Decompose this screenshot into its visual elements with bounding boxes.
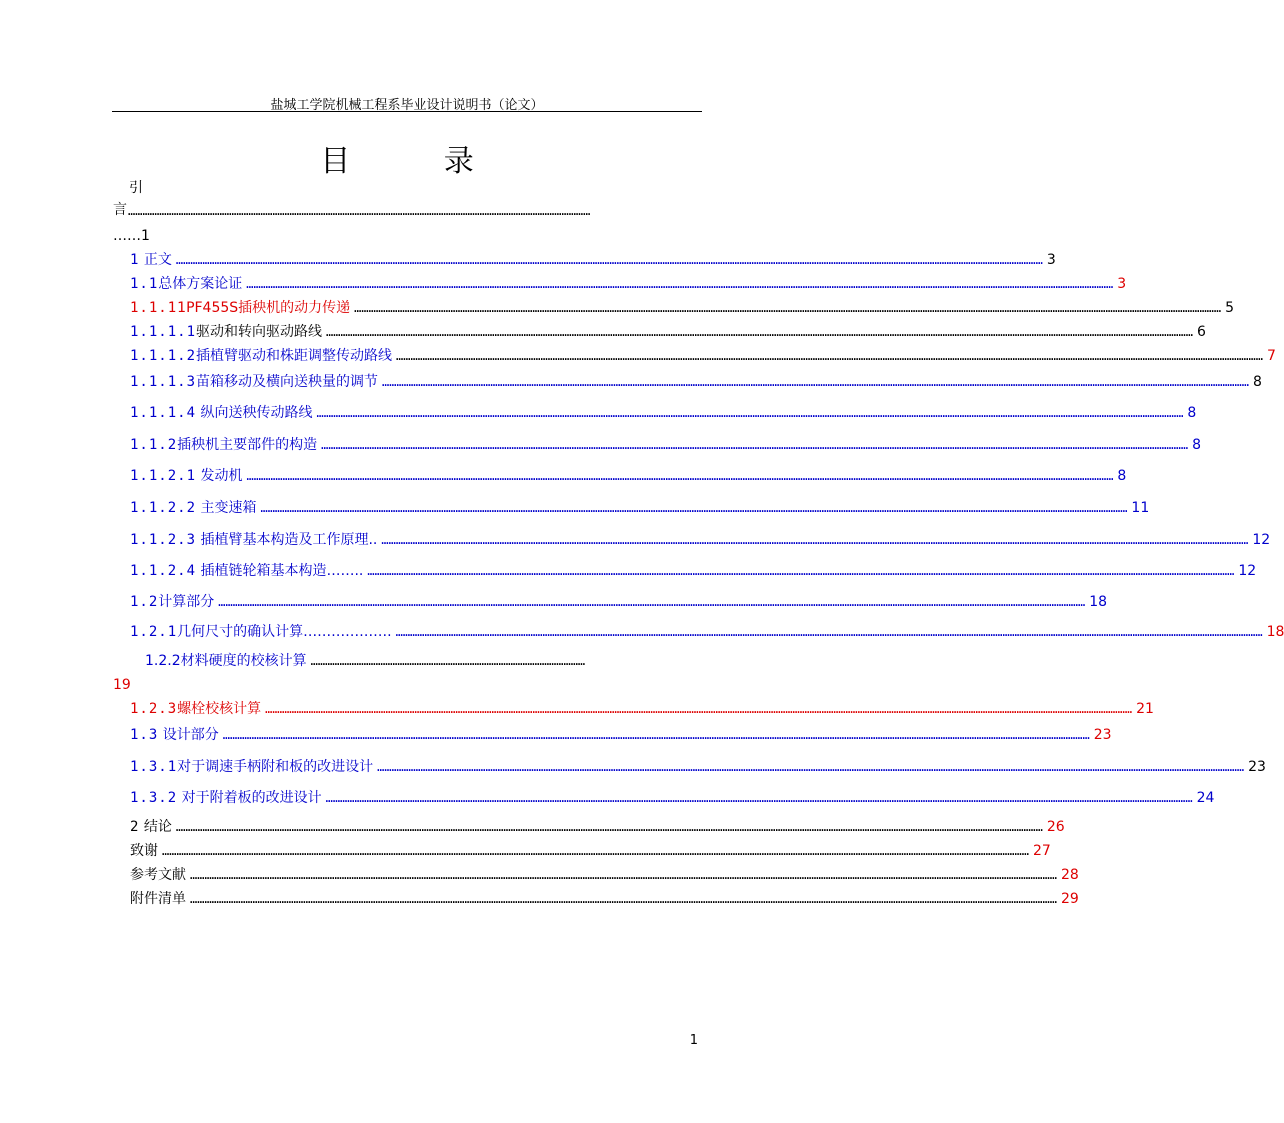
toc-entry-page: 8	[1252, 374, 1262, 390]
toc-intro-leader: …………………………………………………………………………………………………………………………………………………………………………	[128, 204, 591, 218]
toc-entry-text: 插植臂基本构造及工作原理..	[196, 532, 378, 548]
toc-entry-1-1-2-1[interactable]	[130, 466, 1127, 486]
toc-entry-label	[130, 322, 322, 342]
toc-entry-page: 5	[1225, 300, 1235, 316]
toc-entry-leader: ………………………………………………………………………………………………………………………………………………………………………………………………………………………………………………………………………………………………………………………………	[325, 791, 1193, 805]
toc-entry-text: 正文	[139, 252, 172, 268]
toc-intro-label-2[interactable]: 言	[113, 202, 127, 218]
toc-entry-1-3-2[interactable]	[130, 788, 1215, 808]
toc-entry-1-2[interactable]	[130, 592, 1108, 612]
toc-entry-label	[130, 274, 242, 294]
toc-entry-page: 12	[1252, 532, 1271, 548]
toc-entry-page: 21	[1136, 701, 1154, 717]
toc-entry-text: 计算部分	[158, 594, 215, 610]
toc-entry-label	[130, 250, 172, 270]
toc-entry-text: 结论	[139, 819, 172, 835]
toc-entry-label	[130, 372, 378, 392]
toc-entry-label	[130, 592, 214, 612]
toc-entry-text: 发动机	[196, 468, 243, 484]
toc-entry-1-1-2[interactable]	[130, 435, 1202, 455]
toc-entry-text: 1PF455S插秧机的动力传递	[177, 300, 351, 316]
toc-entry-text: 对于调速手柄附和板的改进设计	[177, 759, 374, 775]
toc-entry-1-1-1-2[interactable]	[130, 346, 1276, 366]
toc-entry-number: 2	[130, 819, 140, 835]
toc-entry-number: 1.1.2.1	[130, 468, 197, 484]
toc-entry-number: 1.2.3	[130, 701, 178, 717]
toc-entry-1-1-2-2[interactable]	[130, 498, 1150, 518]
toc-entry-page: 24	[1196, 790, 1215, 806]
toc-entry-number: 1.3.1	[130, 759, 178, 775]
toc-entry-text: 主变速箱	[196, 500, 257, 516]
toc-entry-label	[130, 757, 373, 777]
toc-entry-leader: ………………………………………………………………………………………………………………………………………………………………………………………………………………………………………………………………………………………………………………………………	[246, 277, 1114, 291]
toc-entry-text: 螺栓校核计算	[177, 701, 262, 717]
toc-entry-page: 23	[1093, 727, 1112, 743]
toc-entry-label	[130, 841, 158, 861]
toc-entry-label	[130, 498, 256, 518]
toc-entry-label	[130, 699, 261, 719]
header-rule	[112, 111, 702, 112]
toc-entry-number: 1.1.1	[130, 300, 178, 316]
toc-entry-1-1[interactable]	[130, 274, 1127, 294]
toc-entry-number: 1.1.1.4	[130, 405, 197, 421]
toc-entry-page: 8	[1187, 405, 1197, 421]
toc-entry-leader: ………………………………………………………………………………………………………………………………………………………………………………………………………………………………………………………………………………………………………………………………	[377, 760, 1245, 774]
toc-entry-text: 总体方案论证	[158, 276, 243, 292]
toc-entry-leader: ………………………………………………………………………………………………………………………………………………………………………………………………………………………………………………………………………………………………………………………………	[367, 564, 1235, 578]
toc-entry-leader: ………………………………………………………………………………………………………………………………………………………………………………………………………………………………………………………………………………………………………………………………	[381, 533, 1249, 547]
toc-entry-1-1-2-3[interactable]	[130, 530, 1271, 550]
toc-entry-text: 几何尺寸的确认计算……………….	[177, 624, 392, 640]
page-header: 盐城工学院机械工程系毕业设计说明书（论文）	[270, 98, 544, 113]
toc-entry-number: 1.1.2.3	[130, 532, 197, 548]
toc-entry-number: 1.1.1.1	[130, 324, 197, 340]
toc-entry-number: 1.1.1.2	[130, 348, 197, 364]
toc-entry-label	[130, 865, 186, 885]
toc-entry-leader: ………………………………………………………………………………………………………………………………………………………………………………………………………………………………………………………………………………………………………………………………	[326, 325, 1193, 339]
toc-entry-page: 27	[1032, 843, 1051, 859]
toc-intro-label-1[interactable]: 引	[129, 180, 143, 196]
toc-entry-page: 12	[1238, 563, 1257, 579]
toc-entry-number: 1.1.1.3	[130, 374, 197, 390]
toc-entry-page: 3	[1046, 252, 1056, 268]
toc-entry-leader: ………………………………………………………………………………………………………………………………………………………………………………………………………………………………………………………………………………………………………………………………	[162, 844, 1029, 858]
toc-entry-text: 驱动和转向驱动路线	[196, 324, 323, 340]
toc-entry-page: 18	[1089, 594, 1108, 610]
toc-entry-number: 1.1.2.4	[130, 563, 197, 579]
toc-entry-number: 1.1.2.2	[130, 500, 197, 516]
toc-entry-1-2-1[interactable]	[130, 622, 1284, 642]
toc-entry-number: 1.1.2	[130, 437, 178, 453]
toc-entry-1-1-2-4[interactable]	[130, 561, 1257, 581]
toc-entry-1-2-3[interactable]	[130, 699, 1154, 719]
toc-entry-text: 苗箱移动及横向送秧量的调节	[196, 374, 379, 390]
toc-entry-number: 1.1	[130, 276, 159, 292]
toc-entry-1-2-2-page[interactable]: 19	[113, 677, 131, 693]
toc-entry-number: 1	[130, 252, 140, 268]
toc-entry-label	[130, 435, 317, 455]
toc-entry-leader: ………………………………………………………………………………………………………………………………………………………………………………………………………………………………………………………………………………………………………………………………	[321, 438, 1189, 452]
toc-entry-page: 29	[1060, 891, 1079, 907]
toc-entry-leader: ………………………………………………………………………………………………………………………………………………………………………………………………………………………………………………………………………………………………………………………………	[316, 406, 1184, 420]
toc-entry-page: 3	[1117, 276, 1127, 292]
toc-entry-1-2-2[interactable]	[145, 651, 690, 671]
toc-entry-1-3-1[interactable]	[130, 757, 1266, 777]
toc-entry-text: 插植链轮箱基本构造……..	[196, 563, 364, 579]
toc-entry-number: 1.2.1	[130, 624, 178, 640]
toc-entry-item-20[interactable]	[130, 865, 1079, 885]
toc-entry-leader: ………………………………………………………………………………………………………………………………………………………………………………………………………………………………………………………………………………………………………………………………	[175, 820, 1043, 834]
toc-entry-label	[130, 725, 219, 745]
toc-entry-leader: ………………………………………………………………………………………………………………………………………………………………………………………………………………………………………………………………………………………………………………………………	[382, 375, 1249, 389]
toc-entry-leader: ………………………………………………………………………………………………………………………………………………………………………………………………………………………………………………………………………………………………………………………………	[354, 301, 1222, 315]
toc-entry-leader: ………………………………………………………………………………………………………………………………………………………………………………………………………………………………………………………………………………………………………………………………	[396, 349, 1263, 363]
toc-entry-label	[130, 530, 377, 550]
toc-entry-text: 插秧机主要部件的构造	[177, 437, 318, 453]
toc-entry-text: 致谢	[130, 843, 158, 859]
toc-entry-text: 设计部分	[158, 727, 219, 743]
toc-entry-page: 8	[1117, 468, 1127, 484]
toc-entry-1-1-1[interactable]	[130, 298, 1235, 318]
toc-entry-leader: ………………………………………………………………………………………………………………………………………………………………………………………………………………………………………………………………………………………………………………………………	[260, 501, 1128, 515]
toc-entry-page: 23	[1248, 759, 1266, 775]
toc-entry-label	[130, 817, 172, 837]
toc-entry-text: 附件清单	[130, 891, 186, 907]
toc-entry-page: 11	[1131, 500, 1150, 516]
toc-entry-text: 对于附着板的改进设计	[177, 790, 322, 806]
toc-entry-page: 7	[1266, 348, 1276, 364]
toc-entry-1[interactable]	[130, 250, 1056, 270]
toc-entry-text: 参考文献	[130, 867, 186, 883]
toc-entry-1-3[interactable]	[130, 725, 1112, 745]
toc-entry-page: 6	[1196, 324, 1206, 340]
toc-entry-leader: ……………………………………………………………………………………………………	[310, 654, 586, 668]
toc-entry-label	[130, 298, 350, 318]
toc-entry-page: 8	[1192, 437, 1202, 453]
toc-entry-1-1-1-1[interactable]	[130, 322, 1206, 342]
toc-entry-leader: ………………………………………………………………………………………………………………………………………………………………………………………………………………………………………………………………………………………………………………………………	[218, 595, 1086, 609]
toc-entry-leader: ………………………………………………………………………………………………………………………………………………………………………………………………………………………………………………………………………………………………………………………………	[175, 253, 1043, 267]
toc-entry-label	[130, 403, 312, 423]
toc-entry-leader: ………………………………………………………………………………………………………………………………………………………………………………………………………………………………………………………………………………………………………………………………	[190, 892, 1057, 906]
toc-entry-number: 1.3.2	[130, 790, 178, 806]
toc-entry-leader: ………………………………………………………………………………………………………………………………………………………………………………………………………………………………………………………………………………………………………………………………	[246, 469, 1114, 483]
toc-entry-1-1-1-4[interactable]	[130, 403, 1197, 423]
toc-entry-page: 18	[1266, 624, 1284, 640]
toc-entry-label	[130, 788, 322, 808]
toc-entry-page: 26	[1046, 819, 1065, 835]
toc-entry-leader: ………………………………………………………………………………………………………………………………………………………………………………………………………………………………………………………………………………………………………………………………	[190, 868, 1057, 882]
toc-entry-number: 1.3	[130, 727, 159, 743]
toc-entry-item-19[interactable]	[130, 841, 1051, 861]
page-title: 目 录	[320, 144, 516, 179]
toc-intro-page[interactable]: ……1	[113, 228, 150, 244]
toc-entry-text: 纵向送秧传动路线	[196, 405, 313, 421]
toc-entry-item-21[interactable]	[130, 889, 1079, 909]
toc-entry-leader: ………………………………………………………………………………………………………………………………………………………………………………………………………………………………………………………………………………………………………………………………	[222, 728, 1090, 742]
toc-entry-number: 1.2	[130, 594, 159, 610]
toc-entry-label	[130, 346, 392, 366]
toc-entry-1-1-1-3[interactable]	[130, 372, 1262, 392]
toc-entry-label	[130, 466, 242, 486]
toc-entry-label	[130, 561, 363, 581]
toc-entry-label	[130, 889, 186, 909]
toc-entry-label: 1.2.2材料硬度的校核计算	[145, 653, 307, 669]
toc-entry-2[interactable]	[130, 817, 1065, 837]
toc-entry-text: 插植臂驱动和株距调整传动路线	[196, 348, 393, 364]
toc-entry-label	[130, 622, 392, 642]
toc-entry-leader: ………………………………………………………………………………………………………………………………………………………………………………………………………………………………………………………………………………………………………………………………	[265, 702, 1133, 716]
toc-entry-leader: ………………………………………………………………………………………………………………………………………………………………………………………………………………………………………………………………………………………………………………………………	[395, 625, 1263, 639]
toc-entry-page: 28	[1060, 867, 1079, 883]
page-number: 1	[689, 1033, 698, 1048]
